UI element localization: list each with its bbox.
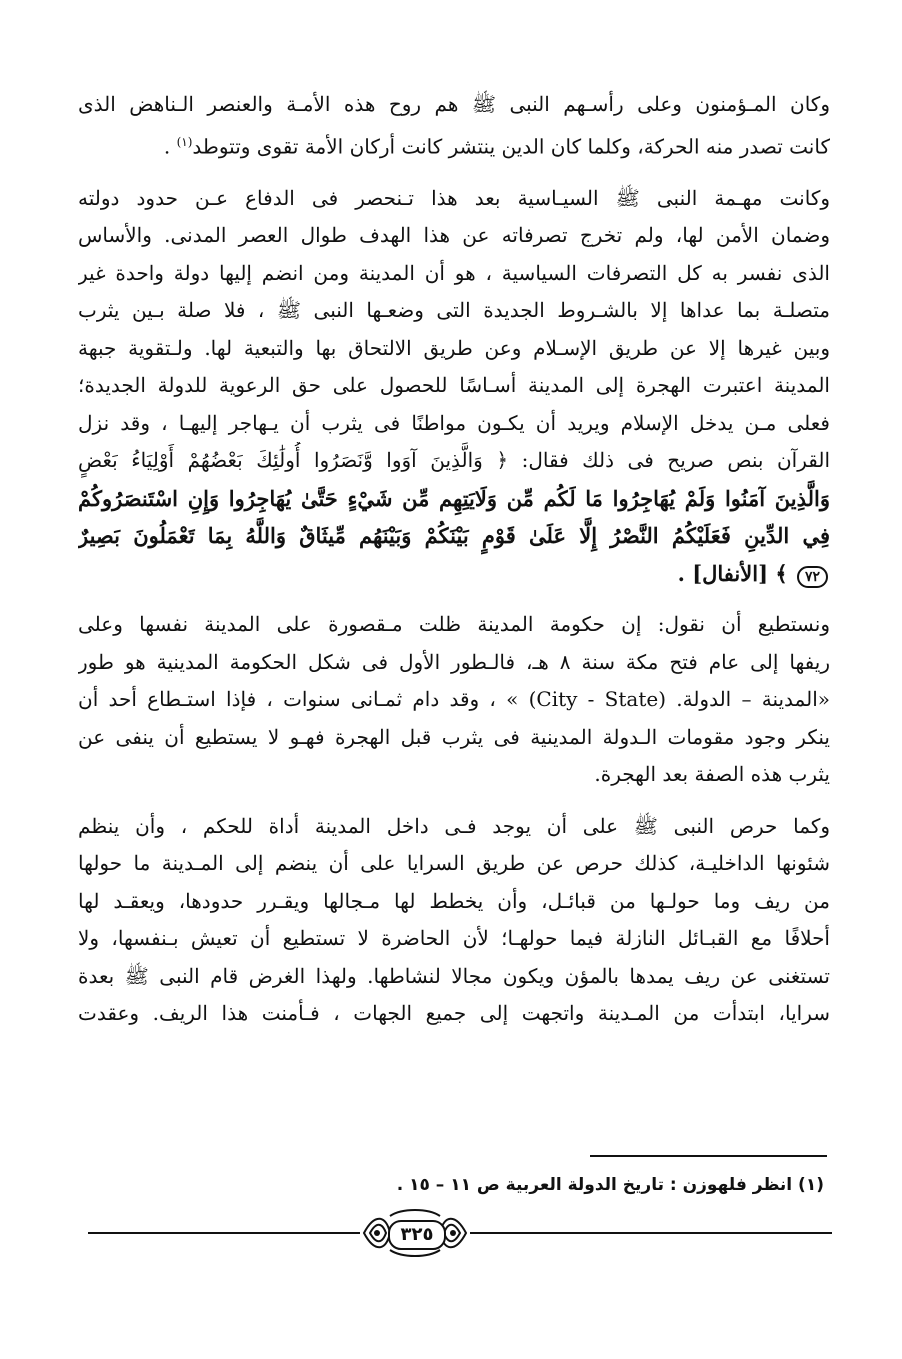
text-line: وكانت مهـمة النبى ﷺ السيـاسية بعد هذا تـنحصر فى الدفاع عـن حدود دولته — [78, 185, 830, 210]
text-line: الذى نفسر به كل التصرفات السياسية ، هو أن المدينة ومن انضم إليها دولة واحدة غير — [78, 260, 830, 285]
paragraph-2 — [78, 180, 830, 593]
paragraph-3 — [78, 606, 830, 794]
text-line: وكما حرص النبى ﷺ على أن يوجد فـى داخل المدينة أداة للحكم ، وأن ينظم — [78, 813, 830, 838]
text-line: ينكر وجود مقومات الـدولة المدينية فى يثرب قبل الهجرة فهـو لا يستطيع أن ينفى عن — [78, 724, 830, 749]
text-line: سرايا، ابتدأت من المـدينة واتجهت إلى جميع الجهات ، فـأمنت هذا الريف. وعقدت — [78, 1001, 830, 1026]
quran-verse-line: فِي الدِّينِ فَعَلَيْكُمُ النَّصْرُ إِلَّا عَلَىٰ قَوْمٍ بَيْنَكُمْ وَبَيْنَهُم مِّيثَاقٌ وَاللَّهُ بِمَا تَعْمَلُونَ بَصِيرٌ — [78, 523, 830, 549]
text-line: من ريف وما حولـها من قبائـل، وأن يخطط لها مـجالها ويقـرر حدودها، ويعقـد لها — [78, 888, 830, 913]
verse-reference-line — [78, 555, 830, 593]
ayah-number-badge: ٧٢ — [797, 566, 828, 588]
text-line: وضمان الأمن لها، ولم تخرج تصرفاته عن هذا الهدف طوال العصر المدنى. والأساس — [78, 223, 830, 248]
page-number-ornament — [360, 1206, 470, 1260]
text-line: متصلـة بما عداها إلا بالشـروط الجديدة التى وضعـها النبى ﷺ ، فلا صلة بـين يثرب — [78, 298, 830, 323]
text-line: يثرب هذه الصفة بعد الهجرة. — [594, 762, 830, 787]
folio-rule-right — [470, 1232, 832, 1234]
text-line: فعلى مـن يدخل الإسلام ويريد أن يكـون مواطنًا فى يثرب أن يـهاجر إليهـا ، وقد نزل — [78, 410, 830, 435]
text-line: المدينة اعتبرت الهجرة إلى المدينة أسـاسًا للحصول على حق الرعوية للدولة الجديدة؛ — [78, 373, 830, 398]
paragraph-4 — [78, 808, 830, 1033]
footnote-divider — [590, 1155, 827, 1157]
text-line: شئونها الداخليـة، كذلك حرص عن طريق السرايا على أن ينضم إلى المـدينة ما حولها — [78, 851, 830, 876]
text-line: تستغنى عن ريف يمدها بالمؤن ويكون مجالا لنشاطها. ولهذا الغرض قام النبى ﷺ بعدة — [78, 963, 830, 988]
footnote: (١) انظر فلهوزن : تاريخ الدولة العربية ص ١١ – ١٥ . — [396, 1175, 824, 1195]
quran-verse-line: وَالَّذِينَ آمَنُوا وَلَمْ يُهَاجِرُوا مَا لَكُم مِّن وَلَايَتِهِم مِّن شَيْءٍ حَتَّىٰ يُهَاجِرُوا وَإِنِ اسْتَنصَرُوكُمْ — [78, 485, 830, 511]
surah-reference: ﴾ [الأنفال] . — [677, 560, 788, 586]
text-line: وبين غيرها إلا عن طريق الإسـلام وعن طريق الالتحاق بها والتبعية لها. ولـتقوية جبهة — [78, 335, 830, 360]
page-number: ٣٢٥ — [388, 1220, 446, 1250]
paragraph-1 — [78, 86, 830, 166]
footnote-reference: (١) — [176, 134, 193, 149]
text-line: أحلافًا مع القبـائل النازلة فيما حولهـا؛ لأن الحاضرة لا تستطيع أن تعيش بـنفسها، ولا — [78, 926, 830, 951]
text-line: «المدينة – الدولة. (City - State) » ، وقد دام ثمـانى سنوات ، فإذا استـطاع أحد أن — [78, 687, 830, 712]
text-line: ريفها إلى عام فتح مكة سنة ٨ هـ، فالـطور الأول فى شكل الحكومة المدينية هو طور — [78, 649, 830, 674]
text-line-content: كانت تصدر منه الحركة، وكلما كان الدين ينتشر كانت أركان الأمة تقوى وتتوطد — [192, 134, 830, 159]
text-line: القرآن بنص صريح فى ذلك فقال: ﴿ وَالَّذِينَ آوَوا وَّنَصَرُوا أُولَٰئِكَ بَعْضُهُمْ أَوْلِيَاءُ بَعْضٍ — [78, 448, 830, 473]
folio-rule-left — [88, 1232, 360, 1234]
text-line: وكان المـؤمنون وعلى رأسـهم النبى ﷺ هم روح هذه الأمـة والعنصر الـناهض الذى — [78, 92, 830, 116]
sentence-end: . — [163, 134, 177, 159]
page-body — [78, 86, 830, 1033]
text-line — [78, 124, 830, 166]
text-line: ونستطيع أن نقول: إن حكومة المدينة ظلت مـقصورة على المدينة نفسها وعلى — [78, 612, 830, 637]
